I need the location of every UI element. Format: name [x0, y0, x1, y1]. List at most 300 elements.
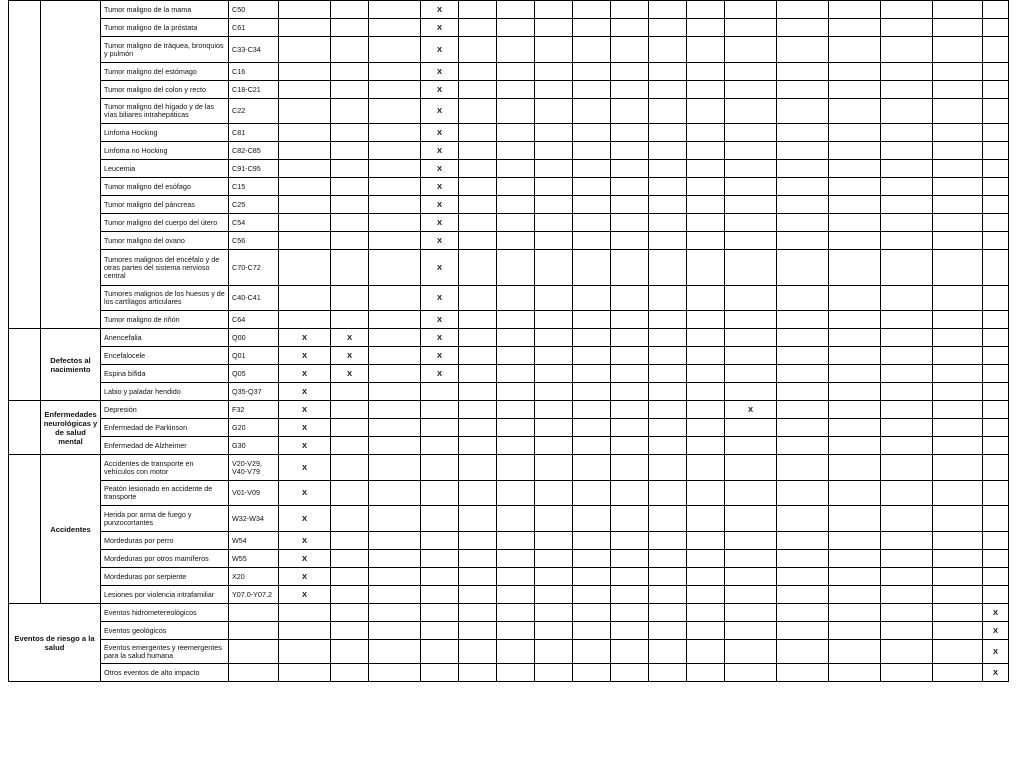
mark-cell	[829, 178, 881, 196]
mark-cell	[881, 124, 933, 142]
mark-cell	[573, 347, 611, 365]
mark-cell	[535, 81, 573, 99]
mark-cell	[687, 232, 725, 250]
mark-cell	[829, 604, 881, 622]
mark-cell	[573, 81, 611, 99]
mark-cell	[933, 124, 983, 142]
disease-name-cell: Tumor maligno del hígado y de las vías biliares intrahepáticas	[101, 99, 229, 124]
mark-cell	[369, 455, 421, 481]
mark-cell	[369, 232, 421, 250]
mark-cell	[535, 586, 573, 604]
mark-cell	[535, 160, 573, 178]
table-row	[9, 640, 1009, 664]
mark-cell	[331, 178, 369, 196]
mark-cell	[497, 481, 535, 506]
mark-cell	[983, 196, 1009, 214]
mark-cell	[611, 250, 649, 286]
mark-cell	[687, 311, 725, 329]
mark-cell	[459, 586, 497, 604]
disease-name-cell: Labio y paladar hendido	[101, 383, 229, 401]
mark-cell	[459, 347, 497, 365]
mark-cell	[687, 437, 725, 455]
mark-cell	[725, 124, 777, 142]
mark-cell	[421, 419, 459, 437]
mark-cell	[459, 383, 497, 401]
table-row	[9, 124, 1009, 142]
mark-cell	[459, 142, 497, 160]
mark-cell	[983, 1, 1009, 19]
mark-cell	[983, 347, 1009, 365]
mark-cell	[497, 506, 535, 532]
mark-cell	[777, 347, 829, 365]
mark-cell	[725, 532, 777, 550]
mark-cell	[611, 286, 649, 311]
icd-code-cell	[229, 622, 279, 640]
mark-cell	[369, 124, 421, 142]
table-row	[9, 311, 1009, 329]
mark-cell	[687, 196, 725, 214]
mark-cell	[421, 568, 459, 586]
mark-cell	[497, 568, 535, 586]
mark-cell	[687, 604, 725, 622]
disease-name-cell: Tumores malignos de los huesos y de los cartílagos articulares	[101, 286, 229, 311]
mark-cell	[983, 568, 1009, 586]
surveillance-table	[8, 0, 1009, 682]
disease-name-cell: Tumor maligno del colon y recto	[101, 81, 229, 99]
disease-name-cell: Mordeduras por perro	[101, 532, 229, 550]
mark-cell	[777, 286, 829, 311]
mark-cell	[829, 383, 881, 401]
mark-cell	[829, 437, 881, 455]
mark-cell	[331, 506, 369, 532]
mark-cell	[881, 455, 933, 481]
mark-cell	[331, 481, 369, 506]
mark-cell	[881, 419, 933, 437]
table-row	[9, 568, 1009, 586]
mark-cell	[421, 401, 459, 419]
mark-cell	[459, 19, 497, 37]
mark-cell	[829, 160, 881, 178]
mark-cell	[497, 196, 535, 214]
mark-cell	[535, 604, 573, 622]
mark-cell	[933, 63, 983, 81]
mark-cell	[933, 640, 983, 664]
mark-cell: X	[725, 401, 777, 419]
mark-cell	[829, 311, 881, 329]
table-row	[9, 586, 1009, 604]
icd-code-cell	[229, 664, 279, 682]
mark-cell	[983, 19, 1009, 37]
mark-cell	[777, 196, 829, 214]
table-row	[9, 250, 1009, 286]
table-row	[9, 604, 1009, 622]
mark-cell	[983, 383, 1009, 401]
mark-cell	[933, 178, 983, 196]
mark-cell: X	[421, 347, 459, 365]
mark-cell	[777, 568, 829, 586]
mark-cell	[777, 640, 829, 664]
mark-cell	[573, 640, 611, 664]
mark-cell	[279, 1, 331, 19]
mark-cell	[535, 286, 573, 311]
mark-cell	[881, 604, 933, 622]
mark-cell	[573, 586, 611, 604]
mark-cell	[983, 178, 1009, 196]
mark-cell	[881, 586, 933, 604]
mark-cell	[687, 63, 725, 81]
disease-name-cell: Tumor maligno del esófago	[101, 178, 229, 196]
mark-cell	[829, 99, 881, 124]
mark-cell	[983, 550, 1009, 568]
disease-name-cell: Tumor maligno de riñón	[101, 311, 229, 329]
mark-cell	[331, 160, 369, 178]
mark-cell: X	[279, 550, 331, 568]
mark-cell	[687, 664, 725, 682]
mark-cell	[725, 586, 777, 604]
mark-cell	[611, 196, 649, 214]
mark-cell	[279, 63, 331, 81]
blank-margin-cell	[9, 329, 41, 401]
mark-cell: X	[279, 532, 331, 550]
mark-cell	[829, 124, 881, 142]
mark-cell	[933, 250, 983, 286]
icd-code-cell: Y07.0-Y07.2	[229, 586, 279, 604]
mark-cell	[459, 664, 497, 682]
mark-cell	[777, 142, 829, 160]
mark-cell	[687, 419, 725, 437]
mark-cell	[881, 437, 933, 455]
mark-cell: X	[279, 329, 331, 347]
mark-cell	[933, 81, 983, 99]
blank-margin-cell	[9, 455, 41, 604]
mark-cell	[573, 455, 611, 481]
mark-cell	[829, 63, 881, 81]
mark-cell	[777, 532, 829, 550]
icd-code-cell: C25	[229, 196, 279, 214]
mark-cell	[725, 347, 777, 365]
mark-cell	[279, 124, 331, 142]
mark-cell: X	[279, 437, 331, 455]
mark-cell	[725, 506, 777, 532]
disease-name-cell: Linfoma Hocking	[101, 124, 229, 142]
mark-cell	[829, 250, 881, 286]
mark-cell	[535, 196, 573, 214]
disease-name-cell: Eventos geológicos	[101, 622, 229, 640]
disease-name-cell: Tumor maligno del ovario	[101, 232, 229, 250]
mark-cell: X	[331, 347, 369, 365]
mark-cell	[829, 196, 881, 214]
mark-cell	[687, 383, 725, 401]
mark-cell	[611, 455, 649, 481]
mark-cell	[421, 604, 459, 622]
mark-cell	[687, 99, 725, 124]
mark-cell	[331, 550, 369, 568]
mark-cell	[611, 124, 649, 142]
mark-cell	[369, 664, 421, 682]
mark-cell	[279, 604, 331, 622]
mark-cell	[497, 286, 535, 311]
mark-cell	[369, 196, 421, 214]
mark-cell	[829, 481, 881, 506]
mark-cell	[725, 1, 777, 19]
disease-name-cell: Herida por arma de fuego y punzocortantes	[101, 506, 229, 532]
mark-cell	[369, 347, 421, 365]
mark-cell	[983, 250, 1009, 286]
mark-cell	[331, 37, 369, 63]
mark-cell	[687, 586, 725, 604]
mark-cell	[459, 99, 497, 124]
disease-name-cell: Eventos emergentes y reemergentes para la salud humana	[101, 640, 229, 664]
mark-cell	[573, 19, 611, 37]
mark-cell	[573, 250, 611, 286]
table-row	[9, 232, 1009, 250]
mark-cell	[881, 311, 933, 329]
mark-cell: X	[421, 81, 459, 99]
icd-code-cell	[229, 640, 279, 664]
mark-cell	[649, 419, 687, 437]
mark-cell: X	[279, 383, 331, 401]
mark-cell	[777, 419, 829, 437]
mark-cell	[933, 365, 983, 383]
category-cell: Defectos al nacimiento	[41, 329, 101, 401]
mark-cell	[331, 604, 369, 622]
mark-cell	[331, 1, 369, 19]
mark-cell	[725, 365, 777, 383]
table-row	[9, 664, 1009, 682]
mark-cell	[725, 286, 777, 311]
table-row	[9, 419, 1009, 437]
mark-cell	[687, 347, 725, 365]
table-row	[9, 142, 1009, 160]
mark-cell	[369, 506, 421, 532]
mark-cell	[649, 63, 687, 81]
mark-cell	[829, 286, 881, 311]
mark-cell	[535, 178, 573, 196]
mark-cell	[611, 347, 649, 365]
mark-cell	[459, 437, 497, 455]
mark-cell	[573, 622, 611, 640]
disease-name-cell: Leucemia	[101, 160, 229, 178]
mark-cell	[777, 160, 829, 178]
mark-cell	[535, 437, 573, 455]
mark-cell	[497, 250, 535, 286]
mark-cell	[829, 214, 881, 232]
mark-cell	[777, 437, 829, 455]
mark-cell	[829, 329, 881, 347]
mark-cell	[279, 99, 331, 124]
mark-cell	[983, 506, 1009, 532]
category-cell	[41, 1, 101, 329]
mark-cell	[497, 232, 535, 250]
icd-code-cell: C22	[229, 99, 279, 124]
mark-cell	[983, 311, 1009, 329]
mark-cell	[535, 622, 573, 640]
mark-cell	[687, 37, 725, 63]
disease-name-cell: Tumor maligno del estómago	[101, 63, 229, 81]
mark-cell	[369, 568, 421, 586]
mark-cell	[573, 481, 611, 506]
mark-cell	[777, 250, 829, 286]
mark-cell	[725, 19, 777, 37]
mark-cell	[611, 329, 649, 347]
mark-cell	[829, 664, 881, 682]
mark-cell	[829, 81, 881, 99]
mark-cell	[777, 401, 829, 419]
mark-cell	[777, 365, 829, 383]
mark-cell	[983, 481, 1009, 506]
mark-cell	[725, 481, 777, 506]
mark-cell	[829, 19, 881, 37]
mark-cell	[829, 568, 881, 586]
table-row	[9, 286, 1009, 311]
mark-cell	[369, 311, 421, 329]
mark-cell	[459, 604, 497, 622]
mark-cell	[573, 568, 611, 586]
mark-cell	[421, 586, 459, 604]
mark-cell	[421, 481, 459, 506]
mark-cell	[497, 311, 535, 329]
mark-cell	[535, 232, 573, 250]
mark-cell: X	[421, 232, 459, 250]
mark-cell	[331, 250, 369, 286]
mark-cell	[497, 214, 535, 232]
mark-cell: X	[421, 329, 459, 347]
blank-margin-cell	[9, 1, 41, 329]
mark-cell	[933, 142, 983, 160]
mark-cell	[279, 640, 331, 664]
mark-cell	[421, 640, 459, 664]
icd-code-cell: W55	[229, 550, 279, 568]
mark-cell	[535, 383, 573, 401]
mark-cell: X	[421, 178, 459, 196]
mark-cell	[535, 640, 573, 664]
mark-cell	[881, 81, 933, 99]
mark-cell	[279, 142, 331, 160]
mark-cell	[777, 506, 829, 532]
mark-cell	[611, 19, 649, 37]
mark-cell	[459, 232, 497, 250]
mark-cell	[573, 1, 611, 19]
table-row	[9, 383, 1009, 401]
disease-name-cell: Peatón lesionado en accidente de transporte	[101, 481, 229, 506]
mark-cell	[535, 365, 573, 383]
mark-cell	[279, 178, 331, 196]
table-row	[9, 81, 1009, 99]
mark-cell	[777, 664, 829, 682]
icd-code-cell: G20	[229, 419, 279, 437]
mark-cell	[725, 99, 777, 124]
mark-cell	[497, 63, 535, 81]
mark-cell	[881, 329, 933, 347]
mark-cell	[331, 437, 369, 455]
mark-cell	[573, 401, 611, 419]
mark-cell	[881, 532, 933, 550]
mark-cell	[573, 124, 611, 142]
mark-cell	[983, 437, 1009, 455]
mark-cell	[725, 550, 777, 568]
mark-cell	[649, 214, 687, 232]
mark-cell	[611, 160, 649, 178]
mark-cell	[777, 232, 829, 250]
mark-cell	[331, 383, 369, 401]
mark-cell: X	[421, 99, 459, 124]
icd-code-cell: G30	[229, 437, 279, 455]
mark-cell: X	[983, 622, 1009, 640]
mark-cell	[369, 160, 421, 178]
mark-cell	[881, 178, 933, 196]
mark-cell	[777, 1, 829, 19]
mark-cell	[573, 419, 611, 437]
mark-cell	[725, 37, 777, 63]
table-row	[9, 401, 1009, 419]
mark-cell	[725, 329, 777, 347]
mark-cell	[369, 383, 421, 401]
mark-cell	[459, 419, 497, 437]
icd-code-cell: C15	[229, 178, 279, 196]
mark-cell	[369, 142, 421, 160]
mark-cell	[611, 99, 649, 124]
mark-cell	[649, 532, 687, 550]
mark-cell	[459, 196, 497, 214]
mark-cell	[421, 506, 459, 532]
mark-cell	[687, 160, 725, 178]
mark-cell	[829, 419, 881, 437]
mark-cell	[611, 622, 649, 640]
mark-cell	[649, 19, 687, 37]
mark-cell	[611, 506, 649, 532]
mark-cell	[933, 1, 983, 19]
disease-name-cell: Tumor maligno del páncreas	[101, 196, 229, 214]
mark-cell	[933, 214, 983, 232]
mark-cell	[369, 604, 421, 622]
mark-cell	[687, 19, 725, 37]
mark-cell	[725, 178, 777, 196]
mark-cell	[279, 37, 331, 63]
mark-cell	[497, 160, 535, 178]
icd-code-cell: C18-C21	[229, 81, 279, 99]
mark-cell	[497, 37, 535, 63]
mark-cell	[829, 622, 881, 640]
mark-cell	[829, 401, 881, 419]
mark-cell	[725, 622, 777, 640]
mark-cell	[725, 63, 777, 81]
category-cell: Eventos de riesgo a la salud	[9, 604, 101, 682]
mark-cell: X	[421, 365, 459, 383]
table-row	[9, 329, 1009, 347]
mark-cell	[459, 532, 497, 550]
mark-cell	[611, 1, 649, 19]
mark-cell	[573, 437, 611, 455]
mark-cell	[369, 178, 421, 196]
mark-cell	[369, 19, 421, 37]
mark-cell	[573, 232, 611, 250]
mark-cell	[459, 1, 497, 19]
mark-cell	[535, 550, 573, 568]
mark-cell	[535, 568, 573, 586]
mark-cell: X	[983, 664, 1009, 682]
disease-name-cell: Lesiones por violencia intrafamiliar	[101, 586, 229, 604]
mark-cell	[369, 401, 421, 419]
mark-cell	[649, 365, 687, 383]
mark-cell	[573, 329, 611, 347]
mark-cell	[881, 568, 933, 586]
mark-cell	[535, 455, 573, 481]
mark-cell	[933, 329, 983, 347]
mark-cell	[777, 455, 829, 481]
mark-cell	[611, 365, 649, 383]
mark-cell	[829, 142, 881, 160]
mark-cell	[725, 640, 777, 664]
